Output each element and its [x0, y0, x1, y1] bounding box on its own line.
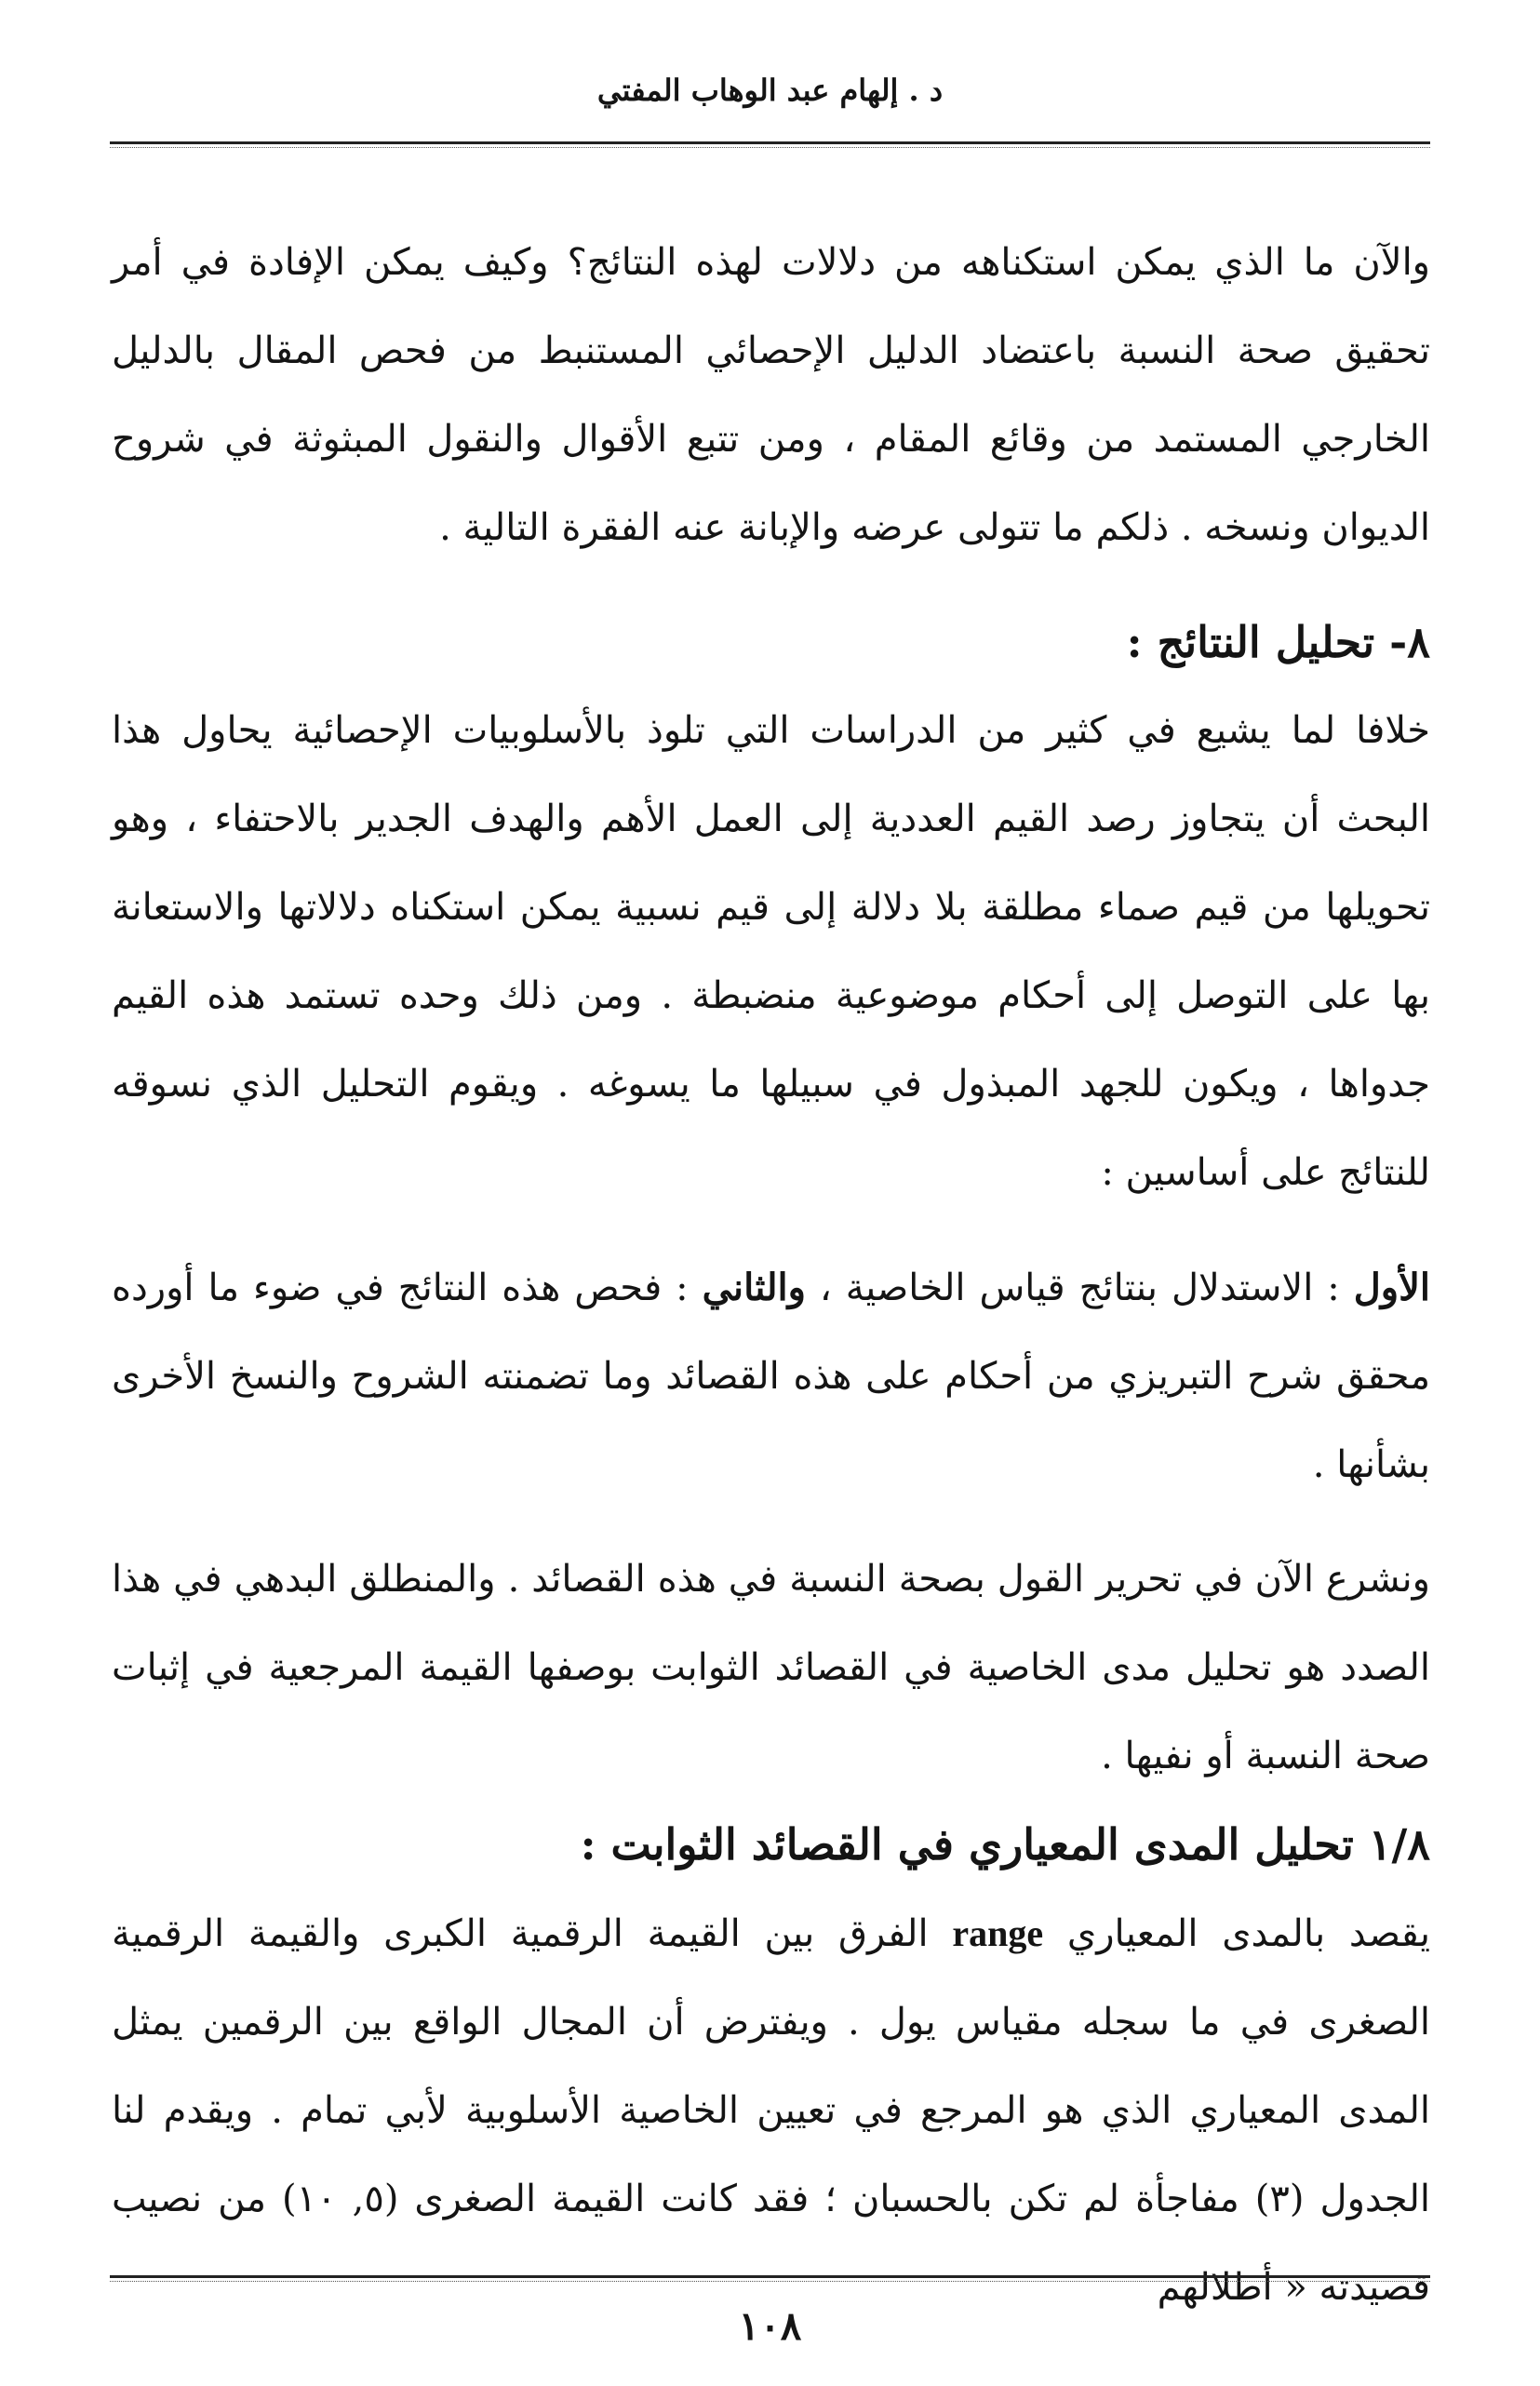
text-second: : فحص هذه النتائج في ضوء ما أورده محقق شرح التبريزي من أحكام على هذه القصائد وما تضمنته الشروح والنسخ الأخرى بشأنها . [112, 1267, 1430, 1486]
lead-second: والثاني [702, 1266, 806, 1309]
range-text-start: يقصد بالمدى المعياري [1043, 1912, 1430, 1955]
paragraph-range [112, 1889, 1430, 2332]
range-text-end: الفرق بين القيمة الرقمية الكبرى والقيمة الرقمية الصغرى في ما سجله مقياس يول . ويفترض أن المجال الواقع بين الرقمين يمثل المدى المعياري الذي هو المرجع في تعيين الخاصية الأسلوبية لأبي تمام . ويقدم لنا الجدول (٣) مفاجأة لم تكن بالحسبان ؛ فقد كانت القيمة الصغرى (٥, ١٠) من نصيب قصيدته « أطلالهم [112, 1912, 1431, 2309]
section-heading-8: ٨- تحليل النتائج : [1126, 617, 1430, 667]
paragraph-analysis-intro: خلافا لما يشيع في كثير من الدراسات التي تلوذ بالأسلوبيات الإحصائية يحاول هذا البحث أن يتجاوز رصد القيم العددية إلى العمل الأهم والهدف الجدير بالاحتفاء ، وهو تحويلها من قيم صماء مطلقة بلا دلالة إلى قيم نسبية يمكن استكناه دلالاتها والاستعانة بها على التوصل إلى أحكام موضوعية منضبطة . ومن ذلك وحده تستمد هذه القيم جدواها ، ويكون للجهد المبذول في سبيلها ما يسوغه . ويقوم التحليل الذي نسوقه للنتائج على أساسين : [112, 709, 1431, 1194]
paragraph-two-bases [112, 1243, 1430, 1509]
paragraph-attribution: ونشرع الآن في تحرير القول بصحة النسبة في هذه القصائد . والمنطلق البدهي في هذا الصدد هو تحليل مدى الخاصية في القصائد الثوابت بوصفها القيمة المرجعية في إثبات صحة النسبة أو نفيها . [112, 1558, 1430, 1777]
paragraph-intro: والآن ما الذي يمكن استكناهه من دلالات لهذه النتائج؟ وكيف يمكن الإفادة في أمر تحقيق صحة النسبة باعتضاد الدليل الإحصائي المستنبط من فحص المقال بالدليل الخارجي المستمد من وقائع المقام ، ومن تتبع الأقوال والنقول المبثوثة في شروح الديوان ونسخه . ذلكم ما تتولى عرضه والإبانة عنه الفقرة التالية . [112, 241, 1430, 549]
header-rule [110, 141, 1430, 144]
range-term: range [952, 1912, 1044, 1954]
text-first: : الاستدلال بنتائج قياس الخاصية ، [805, 1267, 1354, 1309]
body-text [112, 219, 1430, 2332]
page-number: ١٠٨ [738, 2303, 802, 2349]
lead-first: الأول [1353, 1266, 1431, 1309]
footer-rule [110, 2275, 1430, 2278]
running-head-title: د . إلهام عبد الوهاب المفتي [596, 73, 944, 108]
section-heading-8-1: ١/٨ تحليل المدى المعياري في القصائد الثوابت : [580, 1819, 1430, 1870]
